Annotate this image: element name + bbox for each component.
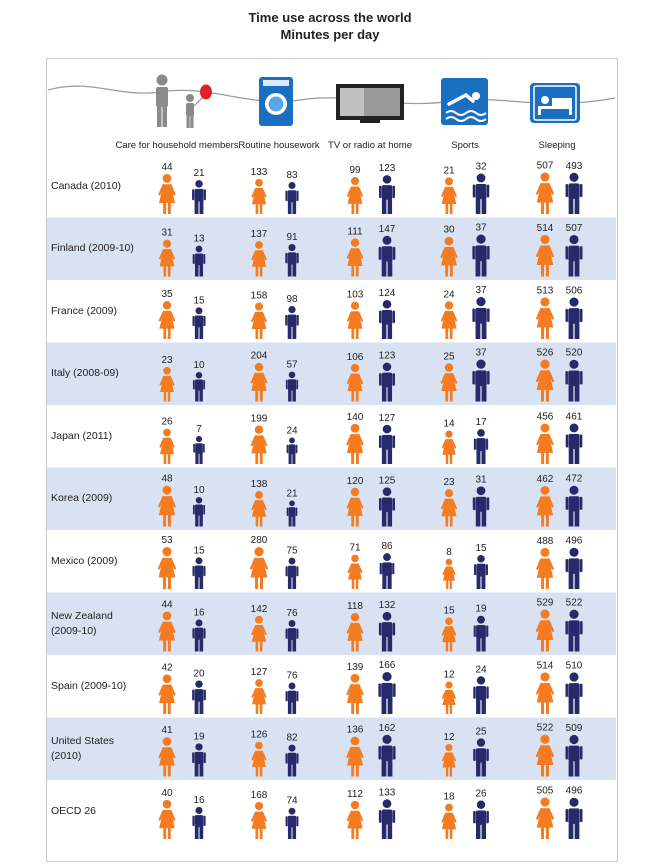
women-value: 8 bbox=[446, 546, 452, 558]
women-value: 120 bbox=[346, 475, 364, 487]
woman-figure bbox=[348, 555, 362, 589]
man-figure bbox=[193, 436, 204, 464]
women-value: 456 bbox=[536, 411, 554, 423]
country-label-line: OECD 26 bbox=[51, 804, 96, 817]
man-figure bbox=[379, 175, 395, 214]
men-value: 24 bbox=[475, 664, 487, 676]
woman-figure bbox=[347, 674, 363, 714]
men-value: 26 bbox=[475, 788, 487, 800]
country-label-line: Italy (2008-09) bbox=[51, 367, 119, 380]
category-icons bbox=[48, 75, 615, 129]
woman-figure bbox=[252, 802, 267, 839]
country-label bbox=[51, 679, 126, 694]
man-figure bbox=[474, 429, 488, 464]
women-value: 127 bbox=[250, 667, 268, 679]
woman-figure bbox=[159, 674, 175, 714]
men-value: 37 bbox=[475, 285, 487, 296]
man-figure bbox=[380, 553, 395, 589]
man-figure bbox=[192, 180, 206, 214]
man-figure bbox=[566, 173, 583, 214]
woman-figure bbox=[160, 429, 174, 464]
man-figure bbox=[379, 799, 395, 839]
country-label-line: (2009-10) bbox=[51, 624, 97, 637]
men-value: 15 bbox=[475, 542, 487, 554]
women-value: 522 bbox=[536, 722, 554, 734]
women-value: 138 bbox=[250, 479, 268, 491]
women-value: 204 bbox=[250, 350, 268, 362]
women-value: 126 bbox=[250, 729, 268, 741]
men-value: 32 bbox=[475, 161, 487, 173]
woman-figure bbox=[537, 672, 554, 714]
women-value: 53 bbox=[161, 535, 173, 546]
women-value: 199 bbox=[250, 413, 268, 425]
men-value: 15 bbox=[193, 545, 205, 557]
country-label bbox=[51, 734, 114, 764]
men-value: 124 bbox=[378, 287, 396, 299]
men-value: 7 bbox=[196, 424, 202, 436]
man-figure bbox=[565, 297, 582, 339]
women-value: 140 bbox=[346, 411, 364, 423]
women-value: 99 bbox=[349, 165, 361, 177]
women-value: 44 bbox=[161, 161, 173, 173]
women-value: 14 bbox=[443, 418, 455, 430]
women-value: 71 bbox=[349, 542, 361, 554]
family-icon bbox=[156, 75, 212, 129]
men-value: 132 bbox=[378, 599, 396, 611]
man-figure bbox=[192, 807, 205, 839]
woman-figure bbox=[347, 801, 362, 839]
men-value: 522 bbox=[565, 597, 583, 609]
woman-figure bbox=[441, 301, 456, 339]
men-value: 496 bbox=[565, 785, 583, 797]
men-value: 125 bbox=[378, 475, 396, 487]
woman-figure bbox=[347, 424, 363, 464]
tv-icon bbox=[336, 84, 404, 123]
men-value: 123 bbox=[378, 350, 396, 362]
men-value: 496 bbox=[565, 535, 583, 547]
woman-figure bbox=[537, 548, 553, 589]
women-value: 23 bbox=[161, 355, 173, 367]
country-label bbox=[51, 491, 112, 506]
category-label: Care for household members bbox=[115, 140, 239, 151]
men-value: 57 bbox=[286, 359, 298, 371]
men-value: 98 bbox=[286, 293, 298, 305]
bed-icon bbox=[530, 83, 580, 123]
men-value: 82 bbox=[286, 732, 298, 744]
men-value: 13 bbox=[193, 233, 205, 245]
woman-figure bbox=[251, 547, 268, 589]
women-value: 136 bbox=[346, 724, 364, 736]
women-value: 514 bbox=[536, 222, 554, 234]
country-label-line: Spain (2009-10) bbox=[51, 679, 127, 692]
man-figure bbox=[473, 174, 490, 214]
woman-figure bbox=[252, 679, 266, 714]
country-label-line: United States bbox=[51, 734, 115, 747]
country-label bbox=[51, 241, 134, 256]
man-figure bbox=[286, 558, 299, 589]
men-value: 16 bbox=[193, 607, 205, 619]
women-value: 514 bbox=[536, 660, 554, 672]
man-figure bbox=[285, 306, 299, 339]
country-label-line: Mexico (2009) bbox=[51, 554, 118, 567]
men-value: 509 bbox=[565, 722, 583, 734]
women-value: 35 bbox=[161, 289, 173, 301]
men-value: 25 bbox=[475, 726, 487, 738]
women-value: 41 bbox=[161, 725, 173, 737]
men-value: 461 bbox=[565, 411, 583, 423]
man-figure bbox=[193, 307, 206, 339]
chart-title: Time use across the world bbox=[248, 10, 412, 25]
category-label: Routine housework bbox=[238, 140, 320, 151]
header-wave-line bbox=[48, 86, 615, 104]
men-value: 133 bbox=[378, 787, 396, 799]
row-band bbox=[47, 718, 616, 781]
men-value: 507 bbox=[565, 222, 583, 234]
women-value: 40 bbox=[161, 787, 173, 799]
woman-figure bbox=[442, 804, 456, 839]
country-label bbox=[51, 609, 113, 639]
women-value: 158 bbox=[250, 290, 268, 302]
country-label-line: France (2009) bbox=[51, 304, 117, 317]
men-value: 37 bbox=[475, 347, 487, 359]
man-figure bbox=[379, 425, 395, 464]
woman-figure bbox=[537, 424, 553, 464]
men-value: 86 bbox=[381, 541, 393, 553]
row-band bbox=[47, 468, 616, 531]
man-figure bbox=[473, 801, 489, 839]
man-figure bbox=[379, 300, 395, 339]
men-value: 76 bbox=[286, 608, 298, 620]
woman-figure bbox=[252, 179, 266, 214]
women-value: 42 bbox=[161, 662, 173, 674]
country-label bbox=[51, 554, 118, 569]
women-value: 24 bbox=[443, 289, 455, 301]
men-value: 162 bbox=[378, 722, 396, 734]
man-figure bbox=[566, 423, 583, 464]
man-figure bbox=[286, 808, 299, 839]
woman-figure bbox=[159, 800, 175, 839]
country-label-line: (2010) bbox=[51, 749, 82, 762]
women-value: 15 bbox=[443, 605, 455, 617]
women-value: 26 bbox=[161, 416, 173, 428]
country-label bbox=[51, 179, 121, 194]
country-label-line: New Zealand bbox=[51, 609, 113, 622]
women-value: 12 bbox=[443, 669, 455, 681]
woman-figure bbox=[348, 302, 363, 339]
woman-figure bbox=[537, 172, 554, 214]
woman-figure bbox=[537, 297, 554, 339]
woman-figure bbox=[159, 174, 175, 214]
country-label-line: Japan (2011) bbox=[51, 429, 113, 442]
men-value: 37 bbox=[475, 222, 487, 234]
men-value: 20 bbox=[193, 668, 205, 680]
women-value: 488 bbox=[536, 535, 554, 547]
women-value: 44 bbox=[161, 599, 173, 611]
man-figure bbox=[473, 676, 488, 714]
men-value: 493 bbox=[565, 160, 583, 172]
man-figure bbox=[472, 297, 489, 339]
men-value: 166 bbox=[378, 660, 396, 671]
men-value: 123 bbox=[378, 163, 396, 175]
men-value: 31 bbox=[475, 474, 487, 486]
men-value: 127 bbox=[378, 412, 396, 424]
country-label bbox=[51, 429, 112, 444]
women-value: 12 bbox=[443, 731, 455, 743]
country-label bbox=[51, 366, 119, 381]
women-value: 23 bbox=[443, 477, 455, 489]
men-value: 17 bbox=[475, 417, 487, 429]
man-figure bbox=[285, 182, 298, 214]
women-value: 103 bbox=[346, 289, 364, 301]
women-value: 48 bbox=[161, 473, 173, 485]
category-label: TV or radio at home bbox=[328, 140, 412, 151]
category-label: Sleeping bbox=[538, 140, 576, 151]
women-value: 118 bbox=[347, 600, 363, 612]
women-value: 18 bbox=[443, 791, 455, 803]
women-value: 21 bbox=[443, 165, 455, 177]
women-value: 31 bbox=[161, 227, 173, 239]
women-value: 137 bbox=[250, 229, 268, 241]
row-band bbox=[47, 343, 616, 406]
women-value: 505 bbox=[536, 785, 554, 797]
man-figure bbox=[286, 683, 299, 714]
man-figure bbox=[192, 680, 206, 714]
woman-figure bbox=[251, 425, 266, 464]
men-value: 19 bbox=[475, 603, 487, 615]
woman-figure bbox=[159, 301, 174, 339]
women-value: 25 bbox=[443, 351, 455, 363]
women-value: 280 bbox=[250, 535, 268, 546]
men-value: 83 bbox=[286, 170, 298, 182]
women-value: 529 bbox=[536, 597, 554, 609]
women-value: 111 bbox=[347, 226, 363, 238]
country-label bbox=[51, 804, 96, 819]
man-figure bbox=[378, 672, 395, 714]
men-value: 19 bbox=[193, 731, 205, 743]
row-band bbox=[47, 593, 616, 656]
washing-machine-icon bbox=[259, 77, 293, 126]
women-value: 142 bbox=[250, 603, 268, 615]
man-figure bbox=[566, 798, 583, 839]
men-value: 24 bbox=[286, 425, 298, 437]
man-figure bbox=[287, 438, 298, 464]
man-figure bbox=[565, 672, 582, 714]
woman-figure bbox=[159, 547, 176, 589]
country-label-line: Canada (2010) bbox=[51, 179, 122, 192]
swimming-icon bbox=[441, 78, 488, 125]
men-value: 91 bbox=[286, 231, 298, 243]
men-value: 472 bbox=[565, 473, 583, 485]
men-value: 76 bbox=[286, 670, 298, 682]
women-value: 139 bbox=[346, 661, 364, 673]
chart-subtitle: Minutes per day bbox=[280, 27, 380, 42]
woman-figure bbox=[442, 177, 457, 214]
men-value: 21 bbox=[193, 168, 205, 180]
women-value: 513 bbox=[536, 285, 554, 297]
woman-figure bbox=[537, 798, 554, 839]
men-value: 147 bbox=[378, 223, 396, 235]
women-value: 526 bbox=[536, 347, 554, 359]
country-label-line: Korea (2009) bbox=[51, 492, 113, 505]
women-value: 168 bbox=[250, 789, 268, 801]
women-value: 507 bbox=[536, 160, 554, 172]
men-value: 74 bbox=[286, 795, 298, 807]
women-value: 106 bbox=[346, 351, 364, 363]
women-value: 30 bbox=[443, 224, 455, 236]
men-value: 21 bbox=[286, 488, 298, 500]
men-value: 510 bbox=[565, 660, 583, 672]
man-figure bbox=[566, 548, 583, 589]
men-value: 10 bbox=[193, 484, 205, 496]
woman-figure bbox=[442, 430, 455, 464]
woman-figure bbox=[442, 681, 455, 714]
men-value: 16 bbox=[193, 794, 205, 806]
category-label: Sports bbox=[451, 140, 479, 151]
man-figure bbox=[193, 557, 206, 589]
men-value: 10 bbox=[193, 359, 205, 371]
men-value: 15 bbox=[193, 295, 205, 307]
woman-figure bbox=[443, 559, 455, 589]
country-label-line: Finland (2009-10) bbox=[51, 242, 134, 255]
women-value: 133 bbox=[250, 166, 268, 178]
country-label bbox=[51, 304, 117, 319]
woman-figure bbox=[252, 302, 267, 339]
women-value: 462 bbox=[536, 473, 554, 485]
man-figure bbox=[474, 555, 488, 589]
men-value: 520 bbox=[565, 347, 583, 359]
men-value: 506 bbox=[565, 285, 583, 297]
woman-figure bbox=[348, 177, 363, 214]
women-value: 112 bbox=[347, 788, 363, 800]
men-value: 75 bbox=[286, 545, 298, 557]
